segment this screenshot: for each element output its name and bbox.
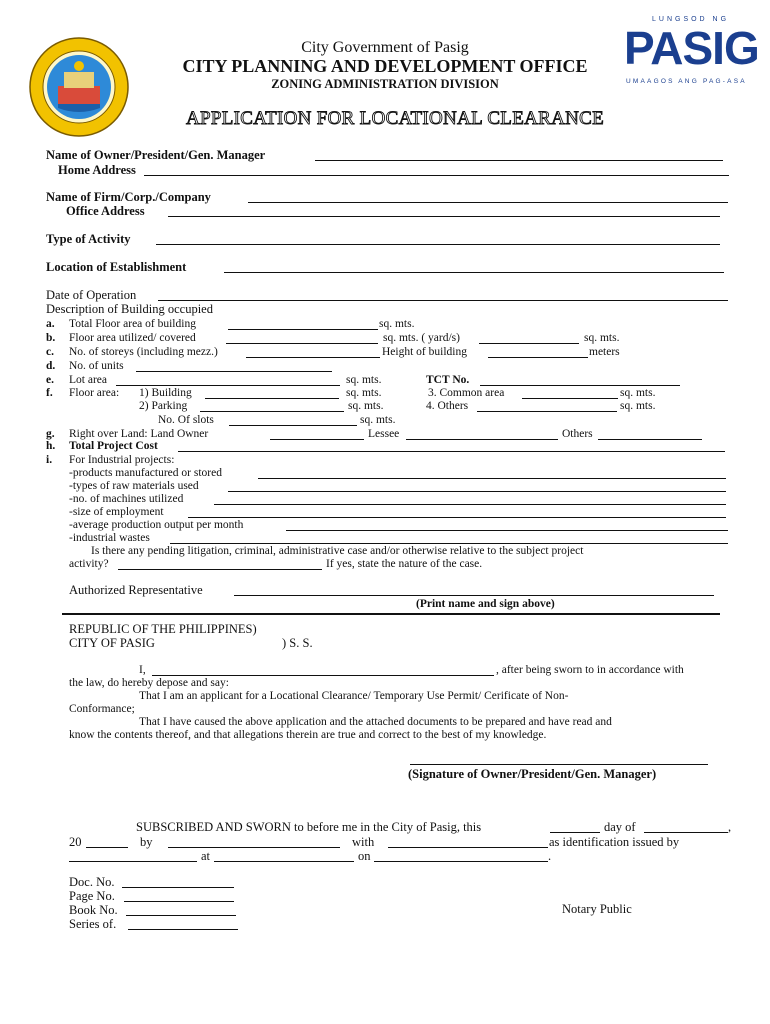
item-e-letter: e. [46, 374, 54, 386]
i2-label: -types of raw materials used [69, 480, 199, 492]
oath-sworn: , after being sworn to in accordance with [496, 664, 684, 676]
jurat-year-field[interactable] [86, 847, 128, 848]
republic-label: REPUBLIC OF THE PHILIPPINES) [69, 622, 257, 636]
jurat-l2c: with [352, 835, 375, 849]
i5-field[interactable] [286, 530, 728, 531]
i2-field[interactable] [228, 491, 726, 492]
header-gov: City Government of Pasig [301, 39, 469, 56]
item-f4-label: 4. Others [426, 400, 469, 412]
firm-field[interactable] [248, 202, 728, 203]
location-label: Location of Establishment [46, 260, 187, 274]
doc-no-label: Doc. No. [69, 875, 115, 889]
item-f1-unit: sq. mts. [346, 387, 382, 399]
series-field[interactable] [128, 929, 238, 930]
item-h-letter: h. [46, 440, 56, 452]
book-no-field[interactable] [126, 915, 236, 916]
i1-label: -products manufactured or stored [69, 467, 222, 479]
item-c-field[interactable] [246, 357, 380, 358]
jurat-issued-field[interactable] [69, 861, 197, 862]
oath-p2a: That I have caused the above application and the attached documents to be prepared and have read and [139, 716, 612, 728]
jurat-day-field[interactable] [550, 832, 600, 833]
notary-public-label: Notary Public [562, 902, 632, 916]
ss-label: ) S. S. [282, 636, 313, 650]
home-field[interactable] [144, 175, 729, 176]
jurat-period: . [548, 849, 552, 863]
others-field[interactable] [598, 439, 702, 440]
oath-i: I, [139, 664, 146, 676]
cost-field[interactable] [178, 451, 725, 452]
item-b-unit: sq. mts. ( yard/s) [383, 332, 460, 344]
office-label: Office Address [66, 204, 145, 218]
i6-field[interactable] [170, 543, 728, 544]
others-label: Others [562, 428, 593, 440]
item-a-unit: sq. mts. [379, 318, 415, 330]
jurat-l2d: as identification issued by [549, 835, 680, 849]
item-b-letter: b. [46, 332, 56, 344]
landowner-field[interactable] [270, 439, 364, 440]
jurat-l1b: day of [604, 820, 636, 834]
item-f1-label: 1) Building [139, 387, 192, 399]
auth-caption: (Print name and sign above) [416, 598, 555, 610]
item-f3-field[interactable] [522, 398, 618, 399]
slots-unit: sq. mts. [360, 414, 396, 426]
i6-label: -industrial wastes [69, 532, 150, 544]
brand-tagline: UMAAGOS ANG PAG-ASA [626, 78, 747, 85]
item-g-label: Right over Land: Land Owner [69, 428, 209, 440]
series-label: Series of. [69, 917, 117, 931]
item-e-unit: sq. mts. [346, 374, 382, 386]
pasig-logo [622, 16, 759, 92]
jurat-comma: , [728, 820, 732, 834]
slots-label: No. Of slots [158, 414, 214, 426]
item-g-letter: g. [46, 428, 55, 440]
item-f3-label: 3. Common area [428, 387, 505, 399]
page-no-label: Page No. [69, 889, 115, 903]
litigation-activity: activity? [69, 558, 109, 570]
oath-depose: the law, do hereby depose and say: [69, 677, 229, 689]
book-no-label: Book No. [69, 903, 118, 917]
litigation-ifyes: If yes, state the nature of the case. [326, 558, 483, 570]
item-i-letter: i. [46, 454, 53, 466]
office-field[interactable] [168, 216, 720, 217]
jurat-l3a: at [201, 849, 211, 863]
brand-name: PASIG [624, 22, 759, 74]
owner-field[interactable] [315, 160, 723, 161]
item-f-letter: f. [46, 387, 53, 399]
item-d-letter: d. [46, 360, 56, 372]
item-d-label: No. of units [69, 360, 124, 372]
item-c-height-field[interactable] [488, 357, 588, 358]
tct-field[interactable] [480, 385, 680, 386]
item-b-field[interactable] [226, 343, 378, 344]
item-f4-field[interactable] [477, 411, 617, 412]
i3-label: -no. of machines utilized [69, 493, 184, 505]
lessee-field[interactable] [406, 439, 558, 440]
header-office: CITY PLANNING AND DEVELOPMENT OFFICE [182, 56, 588, 76]
litigation-field[interactable] [118, 569, 322, 570]
item-c-unit: meters [589, 346, 620, 358]
oath-name-field[interactable] [152, 675, 494, 676]
item-a-letter: a. [46, 318, 55, 330]
item-f2-label: 2) Parking [139, 400, 188, 412]
jurat-l2a: 20 [69, 835, 82, 849]
jurat-l1a: SUBSCRIBED AND SWORN to before me in the City of Pasig, this [136, 820, 482, 834]
item-e-field[interactable] [116, 385, 340, 386]
litigation-text: Is there any pending litigation, criminal, administrative case and/or otherwise relative to the subject project [91, 545, 584, 557]
jurat-with-field[interactable] [388, 847, 548, 848]
item-f2-unit: sq. mts. [348, 400, 384, 412]
home-label: Home Address [58, 163, 136, 177]
city-label: CITY OF PASIG [69, 636, 155, 650]
item-a-label: Total Floor area of building [69, 318, 196, 330]
activity-field[interactable] [156, 244, 720, 245]
location-field[interactable] [224, 272, 724, 273]
slots-field[interactable] [229, 425, 357, 426]
item-c-letter: c. [46, 346, 54, 358]
auth-field[interactable] [234, 595, 714, 596]
brand-top: LUNGSOD NG [652, 16, 730, 23]
oath-p1a: That I am an applicant for a Locational Clearance/ Temporary Use Permit/ Cerificate of Non- [139, 690, 569, 702]
item-c-height-label: Height of building [382, 346, 467, 358]
jurat-month-field[interactable] [644, 832, 728, 833]
item-f3-unit: sq. mts. [620, 387, 656, 399]
item-b-label: Floor area utilized/ covered [69, 332, 196, 344]
i3-field[interactable] [214, 504, 726, 505]
activity-label: Type of Activity [46, 232, 131, 246]
firm-label: Name of Firm/Corp./Company [46, 190, 211, 204]
date-op-field[interactable] [158, 300, 728, 301]
page-no-field[interactable] [124, 901, 234, 902]
jurat-by-field[interactable] [168, 847, 340, 848]
jurat-at-field[interactable] [214, 861, 354, 862]
signature-field[interactable] [410, 764, 708, 765]
item-f2-field[interactable] [200, 411, 344, 412]
item-c-label: No. of storeys (including mezz.) [69, 346, 218, 358]
i5-label: -average production output per month [69, 519, 244, 531]
owner-label: Name of Owner/President/Gen. Manager [46, 148, 266, 162]
date-op-label: Date of Operation [46, 288, 137, 302]
item-e-label: Lot area [69, 374, 107, 386]
section-rule [62, 613, 720, 615]
i1-field[interactable] [258, 478, 726, 479]
i4-label: -size of employment [69, 506, 164, 518]
item-f4-unit: sq. mts. [620, 400, 656, 412]
tct-label: TCT No. [426, 374, 470, 386]
item-d-field[interactable] [136, 371, 332, 372]
oath-p2b: know the contents thereof, and that allegations therein are true and correct to the best of my knowledge. [69, 729, 547, 741]
i4-field[interactable] [188, 517, 726, 518]
oath-p1b: Conformance; [69, 703, 135, 715]
item-f1-field[interactable] [205, 398, 339, 399]
desc-label: Description of Building occupied [46, 302, 213, 316]
jurat-l2b: by [140, 835, 153, 849]
lessee-label: Lessee [368, 428, 400, 440]
doc-no-field[interactable] [122, 887, 234, 888]
item-i-label: For Industrial projects: [69, 454, 175, 466]
jurat-on-field[interactable] [374, 861, 548, 862]
auth-label: Authorized Representative [69, 583, 203, 597]
item-f-label: Floor area: [69, 387, 120, 399]
item-a-field[interactable] [228, 329, 378, 330]
item-b-unit2: sq. mts. [584, 332, 620, 344]
signature-caption: (Signature of Owner/President/Gen. Manager) [408, 767, 657, 781]
item-h-label: Total Project Cost [69, 440, 158, 452]
header-division: ZONING ADMINISTRATION DIVISION [271, 77, 499, 91]
form-title: APPLICATION FOR LOCATIONAL CLEARANCE [185, 108, 605, 129]
item-b-field2[interactable] [479, 343, 579, 344]
jurat-l3b: on [358, 849, 371, 863]
